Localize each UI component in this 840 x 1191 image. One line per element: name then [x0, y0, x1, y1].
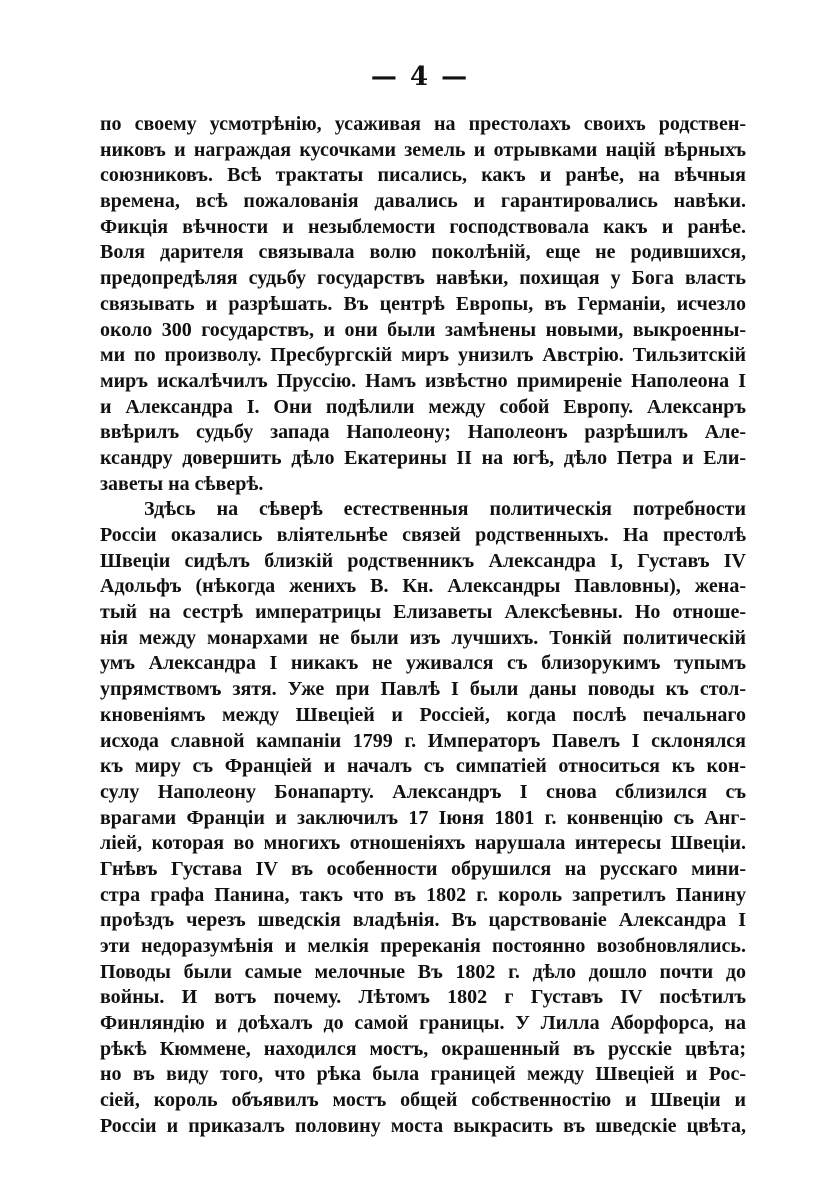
- text-line: Россіи и приказалъ половину моста выкрасить въ шведскіе цвѣта,: [100, 1114, 746, 1137]
- text-line: Фикція вѣчности и незыблемости господствовала какъ и ранѣе.: [100, 215, 746, 238]
- text-line: Здѣсь на сѣверѣ естественныя политическія потребности: [144, 498, 746, 521]
- text-line: войны. И вотъ почему. Лѣтомъ 1802 г Густавъ IV посѣтилъ: [100, 986, 746, 1009]
- text-line: миръ искалѣчилъ Пруссію. Намъ извѣстно примиреніе Наполеона I: [100, 369, 746, 392]
- text-line: нія между монархами не были изъ лучшихъ. Тонкій политическій: [100, 626, 746, 649]
- text-line: сулу Наполеону Бонапарту. Александръ I снова сблизился съ: [100, 780, 746, 803]
- text-line: къ миру съ Франціей и началъ съ симпатіей относиться къ кон-: [100, 755, 746, 778]
- text-line: упрямствомъ зятя. Уже при Павлѣ I были даны поводы къ стол-: [100, 678, 746, 701]
- text-line: умъ Александра I никакъ не уживался съ близорукимъ тупымъ: [100, 652, 746, 675]
- text-line: кновеніямъ между Швеціей и Россіей, когда послѣ печальнаго: [100, 703, 746, 726]
- text-line: Адольфъ (нѣкогда женихъ В. Кн. Александры Павловны), жена-: [100, 575, 746, 598]
- text-line: и Александра I. Они подѣлили между собой Европу. Алексанръ: [100, 395, 746, 418]
- text-line: Гнѣвъ Густава IV въ особенности обрушился на русскаго мини-: [100, 857, 746, 880]
- text-line: сіей, король объявилъ мостъ общей собственностію и Швеціи и: [100, 1089, 746, 1112]
- text-line: исхода славной кампаніи 1799 г. Императоръ Павелъ I склонялся: [100, 729, 746, 752]
- text-line: Поводы были самые мелочные Въ 1802 г. дѣло дошло почти до: [100, 960, 746, 983]
- text-line: Финляндію и доѣхалъ до самой границы. У Лилла Аборфорса, на: [100, 1012, 746, 1035]
- text-line: ми по произволу. Пресбургскій миръ унизилъ Австрію. Тильзитскій: [100, 344, 746, 367]
- page-number: — 4 —: [370, 62, 470, 92]
- text-line: проѣздъ черезъ шведскія владѣнія. Въ царствованіе Александра I: [100, 909, 746, 932]
- text-line: около 300 государствъ, и они были замѣнены новыми, выкроенны-: [100, 318, 746, 341]
- text-line: заветы на сѣверѣ.: [100, 472, 264, 495]
- text-line: эти недоразумѣнія и мелкія пререканія постоянно возобновлялись.: [100, 935, 746, 957]
- text-line: союзниковъ. Всѣ трактаты писались, какъ и ранѣе, на вѣчныя: [100, 164, 746, 187]
- text-line: стра графа Панина, такъ что въ 1802 г. король запретилъ Панину: [100, 883, 746, 906]
- text-line: врагами Франціи и заключилъ 17 Іюня 1801 г. конвенцію съ Анг-: [100, 806, 746, 829]
- text-line: ксандру довершить дѣло Екатерины II на югѣ, дѣло Петра и Ели-: [100, 446, 746, 469]
- text-line: предопредѣляя судьбу государствъ навѣки, похищая у Бога власть: [100, 267, 746, 290]
- text-line: по своему усмотрѣнію, усаживая на престолахъ своихъ родствен-: [100, 113, 746, 135]
- text-line: Россіи оказались вліятельнѣе связей родственныхъ. На престолѣ: [100, 524, 746, 546]
- text-line: ввѣрилъ судьбу запада Наполеону; Наполеонъ разрѣшилъ Але-: [100, 421, 746, 444]
- body-text: [100, 112, 746, 1140]
- text-line: времена, всѣ пожалованія давались и гарантировались навѣки.: [100, 190, 746, 213]
- text-line: ліей, которая во многихъ отношеніяхъ нарушала интересы Швеціи.: [100, 832, 746, 855]
- text-line: рѣкѣ Кюммене, находился мостъ, окрашенный въ русскіе цвѣта;: [100, 1037, 746, 1060]
- text-line: тый на сестрѣ императрицы Елизаветы Алексѣевны. Но отноше-: [100, 601, 746, 624]
- text-line: Воля дарителя связывала волю поколѣній, еще не родившихся,: [100, 241, 746, 264]
- text-line: Швеціи сидѣлъ близкій родственникъ Александра I, Густавъ IV: [100, 549, 746, 572]
- text-line: но въ виду того, что рѣка была границей между Швеціей и Рос-: [100, 1063, 746, 1086]
- text-line: никовъ и награждая кусочками земель и отрывками націй вѣрныхъ: [100, 138, 746, 161]
- text-line: связывать и разрѣшать. Въ центрѣ Европы, въ Германіи, исчезло: [100, 292, 746, 315]
